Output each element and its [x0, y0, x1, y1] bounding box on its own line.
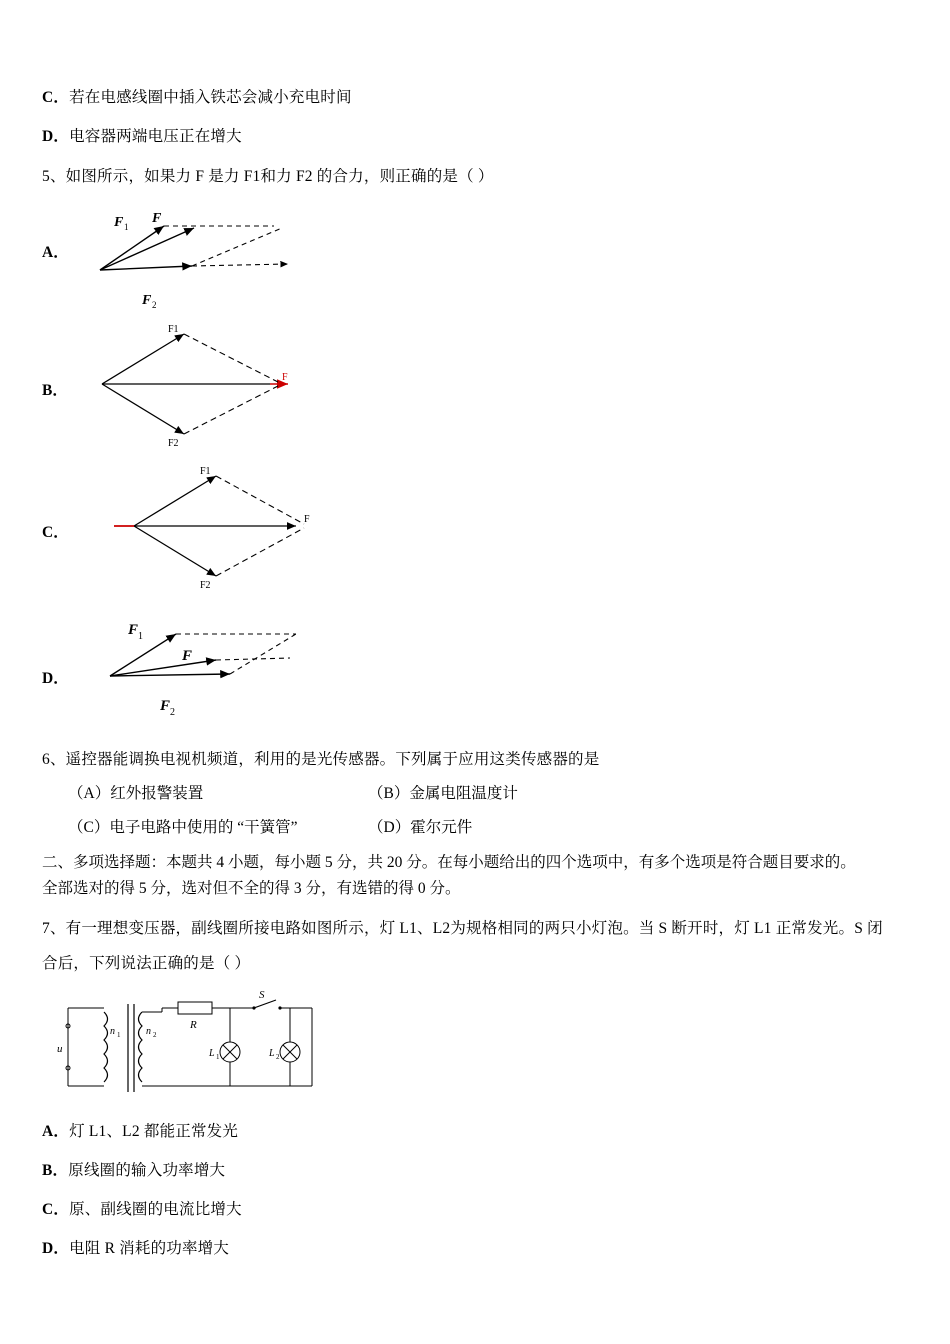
q6-option-b [368, 781, 768, 803]
q7-option-b-text: 原线圈的输入功率增大 [68, 1161, 226, 1179]
svg-text:F: F [304, 513, 310, 525]
q6-option-a-text: 红外报警装置 [110, 785, 204, 802]
question-7-stem-line-2: 合后，下列说法正确的是（ ） [42, 955, 251, 973]
svg-text:n: n [110, 1025, 115, 1037]
svg-text:2: 2 [276, 1052, 280, 1061]
svg-text:R: R [190, 1018, 197, 1031]
svg-text:1: 1 [117, 1030, 121, 1039]
svg-text:S: S [259, 989, 265, 1001]
svg-text:F2: F2 [200, 579, 211, 590]
q5-choice-b-label: B． [42, 381, 68, 399]
q6-option-a-label: （A） [68, 785, 111, 802]
question-5-stem: 5、如图所示，如果力 F 是力 F1和力 F2 的合力，则正确的是（ ） [42, 167, 494, 185]
svg-text:F2: F2 [168, 437, 179, 449]
q7-option-b [42, 1159, 910, 1182]
q7-option-d-text: 电阻 R 消耗的功率增大 [69, 1240, 230, 1258]
question-7-stem-line-1: 7、有一理想变压器，副线圈所接电路如图所示，灯 L1、L2为规格相同的两只小灯泡。当 S 断开时，灯 L1 正常发光。S 闭 [42, 920, 883, 938]
svg-text:2: 2 [152, 299, 157, 310]
option-d-carryover [42, 125, 910, 148]
svg-text:F: F [182, 647, 193, 664]
q5-choice-a [42, 198, 910, 316]
q6-option-d-text: 霍尔元件 [410, 819, 473, 836]
q5-choice-d [42, 596, 910, 726]
svg-text:F1: F1 [168, 323, 179, 335]
svg-text:L: L [209, 1047, 215, 1059]
q6-options-row-2 [42, 815, 910, 837]
svg-text:F: F [114, 214, 124, 230]
svg-text:F: F [282, 371, 288, 383]
q5-figure-c [92, 460, 322, 590]
q5-choice-d-label: D． [42, 669, 69, 687]
option-d-text: 电容器两端电压正在增大 [69, 128, 242, 146]
svg-text:2: 2 [170, 706, 175, 716]
section-2-line-1: 二、多项选择题：本题共 4 小题，每小题 5 分，共 20 分。在每小题给出的四个选项中，有多个选项是符合题目要求的。 [42, 854, 856, 871]
q5-choice-b [42, 316, 910, 454]
svg-text:F: F [128, 621, 139, 638]
q7-circuit-figure [42, 990, 910, 1110]
option-d-label: D． [42, 128, 70, 146]
q6-options-row-1 [42, 781, 910, 803]
q7-option-a-label: A． [42, 1122, 70, 1140]
q7-option-c [42, 1198, 910, 1221]
q7-option-c-text: 原、副线圈的电流比增大 [69, 1201, 242, 1219]
option-c-carryover [42, 86, 910, 109]
q6-option-c [68, 815, 368, 837]
q6-option-a [68, 781, 368, 803]
option-c-label: C． [42, 89, 70, 106]
svg-text:F: F [152, 210, 162, 226]
q6-option-b-label: （B） [368, 785, 410, 802]
q7-option-a [42, 1120, 910, 1143]
question-6-stem: 6、遥控器能调换电视机频道，利用的是光传感器。下列属于应用这类传感器的是 [42, 750, 600, 768]
svg-text:F1: F1 [200, 465, 211, 477]
svg-text:1: 1 [138, 630, 143, 642]
page-content [42, 86, 910, 1277]
svg-text:n: n [146, 1025, 151, 1037]
q5-figure-b [92, 320, 302, 450]
svg-text:2: 2 [153, 1030, 157, 1039]
q5-choice-c [42, 454, 910, 596]
q6-option-d-label: （D） [368, 819, 411, 836]
svg-text:F: F [160, 697, 171, 714]
q5-choice-c-label: C． [42, 523, 69, 541]
q6-option-b-text: 金属电阻温度计 [409, 785, 518, 802]
q6-option-c-text: 电子电路中使用的 “干簧管” [109, 819, 298, 836]
option-c-text: 若在电感线圈中插入铁芯会减小充电时间 [69, 89, 352, 106]
q7-option-d [42, 1237, 910, 1260]
q5-figure-a [92, 204, 302, 312]
q6-option-d [368, 815, 768, 837]
svg-text:F: F [142, 292, 152, 308]
svg-text:L: L [269, 1047, 275, 1059]
svg-text:1: 1 [216, 1052, 220, 1061]
q7-option-d-label: D． [42, 1240, 70, 1258]
section-2-line-2: 全部选对的得 5 分，选对但不全的得 3 分，有选错的得 0 分。 [42, 880, 461, 898]
svg-text:u: u [57, 1042, 63, 1055]
q5-choice-a-label: A． [42, 243, 69, 261]
q5-figure-d [100, 612, 320, 716]
q7-option-b-label: B． [42, 1161, 69, 1179]
q6-option-c-label: （C） [68, 819, 110, 836]
q7-option-a-text: 灯 L1、L2 都能正常发光 [69, 1122, 239, 1140]
svg-text:1: 1 [124, 221, 129, 232]
q7-option-c-label: C． [42, 1201, 70, 1219]
